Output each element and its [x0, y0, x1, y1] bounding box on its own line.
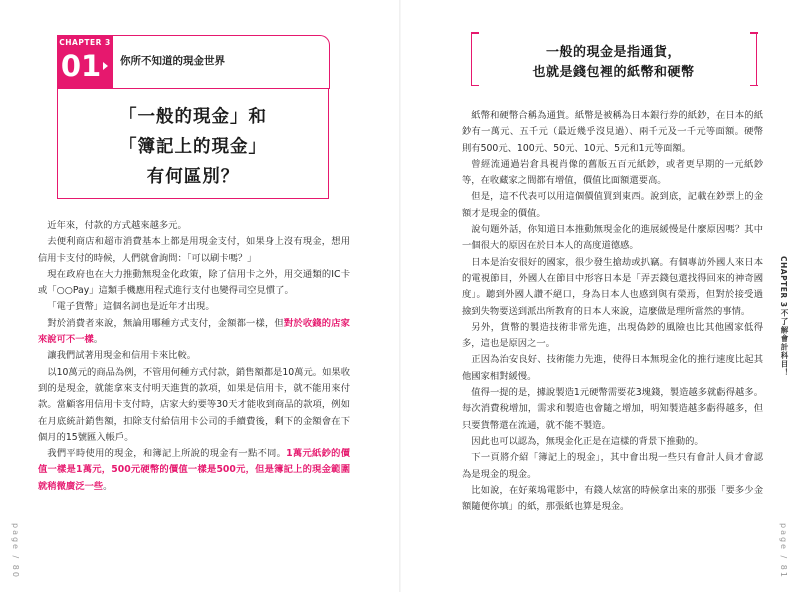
paragraph-text: 讓我們試著用現金和信用卡來比較。: [47, 350, 197, 362]
page-number-right: page / 81: [779, 523, 788, 579]
paragraph: 下一頁將介紹「簿記上的現金」，其中會出現一些只有會計人員才會認為是現金的現金。: [462, 452, 763, 480]
highlight-text: 對於收錢的店家來說可不一樣: [38, 317, 350, 346]
paragraph: 比如說，在好萊塢電影中，有錢人炫富的時候拿出來的那張「要多少金額隨便你填」的紙，那張紙也算是現金。: [462, 484, 763, 513]
paragraph: [38, 299, 350, 315]
paragraph: 因此也可以認為，無現金化正是在這樣的背景下推動的。: [471, 435, 704, 447]
left-body-text: [38, 218, 350, 495]
paragraph: [38, 348, 350, 364]
paragraph: 值得一提的是，據說製造1元硬幣需要花3塊錢，製造越多就虧得越多。每次消費稅增加，需求和製造也會隨之增加，明知製造越多虧得越多，但只要貨幣還在流通，就不能不製造。: [462, 387, 763, 431]
paragraph-text: 對於消費者來說，無論用哪種方式支付，金額都一樣，但: [47, 317, 284, 329]
paragraph-text: 我們平時使用的現金，和簿記上所說的現金有一點不同。: [47, 448, 287, 460]
question-line: 「簿記上的現金」: [119, 137, 267, 157]
page-gutter: [399, 0, 401, 592]
chapter-title: 你所不知道的現金世界: [120, 55, 225, 67]
paragraph: 說句題外話，你知道日本推動無現金化的進展緩慢是什麼原因嗎？其中一個很大的原因在於日本人的高度道德感。: [462, 224, 763, 252]
paragraph-text: 以10萬元的商品為例，不管用何種方式付款，銷售額都是10萬元。如果收到的是現金，就能拿來支付明天進貨的款項，如果是信用卡，就不能用來付款。當顧客用信用卡支付時，店家大約要等30天才能收到商品的款項，例如在月底統計銷售額，扣除支付給信用卡公司的手續費後，剩下的金額會在下個月的15號匯入帳戶。: [38, 366, 350, 443]
question-line: 有何區別？: [146, 167, 240, 187]
paragraph: [38, 267, 350, 300]
paragraph: 另外，貨幣的製造技術非常先進，出現偽鈔的風險也比其他國家低得多，這也是原因之一。: [462, 321, 763, 350]
section-question: [57, 89, 329, 199]
paragraph-text: 「電子貨幣」這個名詞也是近年才出現。: [47, 301, 215, 313]
paragraph: [38, 316, 350, 349]
paragraph: 曾經流通過岩倉具視肖像的舊版五百元紙鈔，或者更早期的一元紙鈔等，在收藏家之間都有增值，價值比面額還要高。: [462, 158, 763, 187]
chapter-label: CHAPTER 3: [59, 38, 111, 47]
side-chapter-label: CHAPTER 3: [779, 256, 788, 308]
paragraph-text: 。: [103, 480, 113, 492]
section-heading: [471, 32, 757, 86]
chapter-title-bar: [113, 35, 330, 89]
heading-line: 也就是錢包裡的紙幣和硬幣: [532, 65, 695, 80]
chapter-badge: [57, 35, 113, 89]
side-topic-label: 不了解會計科目！: [780, 309, 789, 377]
paragraph: [38, 365, 350, 446]
paragraph: 日本是治安很好的國家，很少發生搶劫或扒竊。有個專訪外國人來日本的電視節目，外國人在節目中形容日本是「弄丟錢包還找得回來的神奇國度」。聽到外國人讚不絕口，身為日本人也感到與有榮焉，但對於接受過撿到失物要送到派出所教育的日本人來說，這麼做是理所當然的事情。: [462, 256, 763, 317]
highlight-text: 1萬元紙鈔的價值一樣是1萬元，500元硬幣的價值一樣是500元，但是簿記上的現金範圍就稍微廣泛一些: [38, 448, 350, 492]
paragraph: 紙幣和硬幣合稱為通貨。紙幣是被稱為日本銀行券的紙鈔，在日本的紙鈔有一萬元、五千元（最近幾乎沒見過）、兩千元及一千元等面額。硬幣則有500元、100元、50元、10元、5元和1元等面額。: [462, 110, 763, 154]
page-number-left: page / 80: [11, 523, 20, 579]
chapter-number: 01: [60, 49, 102, 83]
play-arrow-icon: [103, 62, 108, 70]
paragraph: [38, 446, 350, 495]
question-line: 「一般的現金」和: [119, 107, 267, 127]
paragraph-text: 現在政府也在大力推動無現金化政策，除了信用卡之外，用交通類的IC卡或「○○Pay」這類手機應用程式進行支付也變得司空見慣了。: [38, 268, 350, 297]
paragraph-text: 去便利商店和超市消費基本上都是用現金支付，如果身上沒有現金，想用信用卡支付的時候，人們就會詢問：「可以刷卡嗎？」: [38, 236, 350, 264]
paragraph-text: 。: [93, 334, 104, 346]
heading-line: 一般的現金是指通貨，: [545, 45, 681, 60]
paragraph: [38, 218, 350, 234]
right-body-text: [462, 108, 763, 515]
paragraph-text: 近年來，付款的方式越來越多元。: [47, 220, 187, 231]
paragraph: 但是，這不代表可以用這個價值買到東西。說到底，記載在鈔票上的金額才是現金的價值。: [462, 191, 763, 219]
paragraph: [38, 234, 350, 267]
paragraph: 正因為治安良好、技術能力先進，使得日本無現金化的推行速度比起其他國家相對緩慢。: [462, 354, 763, 382]
